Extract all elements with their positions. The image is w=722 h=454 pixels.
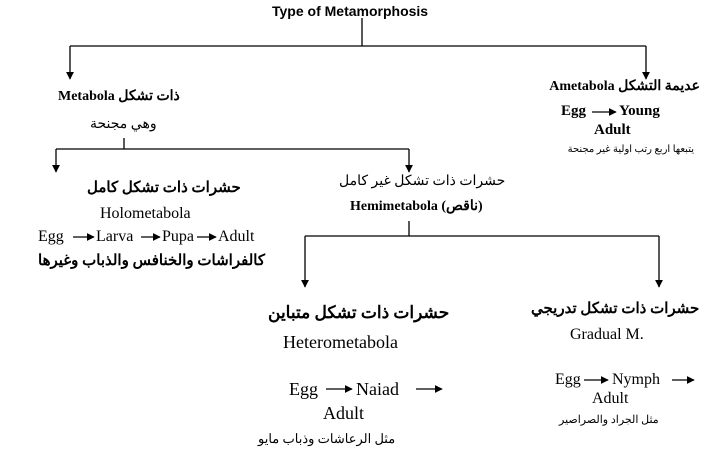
hemimetabola-heading-en: Hemimetabola (ناقص) bbox=[350, 199, 483, 214]
metabola-subheading: وهي مجنحة bbox=[90, 117, 157, 132]
gradual-examples: مثل الجراد والصراصير bbox=[559, 414, 659, 426]
holometabola-heading-en: Holometabola bbox=[100, 205, 191, 222]
ametabola-egg: Egg bbox=[561, 103, 587, 119]
gradual-egg: Egg bbox=[555, 371, 581, 388]
holometabola-larva: Larva bbox=[96, 228, 134, 245]
holometabola-heading-ar: حشرات ذات تشكل كامل bbox=[87, 180, 241, 196]
gradual-adult: Adult bbox=[592, 390, 629, 407]
holometabola-examples: كالفراشات والخنافس والذباب وغيرها bbox=[38, 253, 265, 269]
heterometabola-naiad: Naiad bbox=[356, 379, 399, 399]
heterometabola-heading-ar: حشرات ذات تشكل متباين bbox=[268, 303, 450, 322]
holometabola-pupa: Pupa bbox=[162, 228, 194, 245]
metabola-heading: ذات تشكل Metabola bbox=[58, 89, 180, 104]
ametabola-adult: Adult bbox=[594, 122, 631, 138]
heterometabola-heading-en: Heterometabola bbox=[283, 332, 398, 352]
heterometabola-egg: Egg bbox=[289, 379, 318, 399]
hemimetabola-heading-ar: حشرات ذات تشكل غير كامل bbox=[339, 174, 506, 189]
gradual-heading-ar: حشرات ذات تشكل تدريجي bbox=[531, 301, 700, 317]
heterometabola-examples: مثل الرعاشات وذباب مايو bbox=[258, 431, 396, 446]
ametabola-heading: عديمة التشكل Ametabola bbox=[549, 79, 700, 94]
heterometabola-adult: Adult bbox=[323, 403, 365, 423]
gradual-nymph: Nymph bbox=[612, 371, 660, 388]
ametabola-note: يتبعها اربع رتب اولية غير مجنحة bbox=[567, 144, 694, 155]
ametabola-young: Young bbox=[619, 103, 660, 119]
gradual-heading-en: Gradual M. bbox=[570, 326, 644, 343]
diagram-title: Type of Metamorphosis bbox=[272, 3, 429, 19]
holometabola-adult: Adult bbox=[218, 228, 255, 245]
holometabola-egg: Egg bbox=[38, 228, 64, 245]
